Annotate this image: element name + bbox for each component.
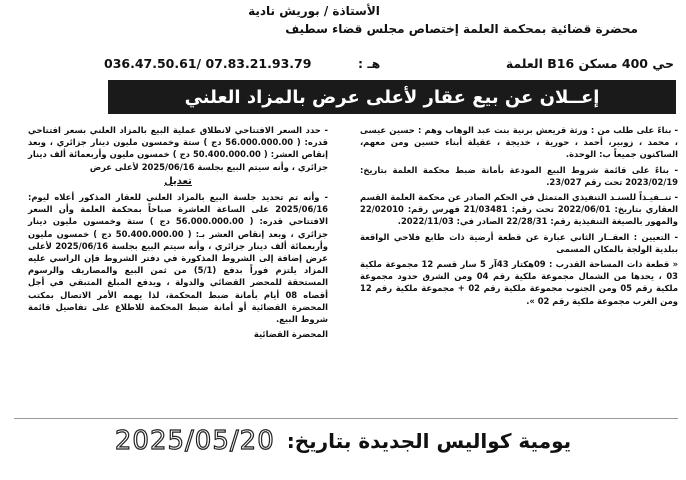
publication-date: 2025/05/20 [114, 426, 275, 456]
paragraph-executory-title: - تنــفيـذاً للسنـد التنفيذي المتمثل في الحكم الصادر عن محكمة العلمة القسم العقاري بتاريخ: 2022/06/01 تحت رقم: 21/03481 فهرس رقم: 22/02010 والمهور بالصيغة التنفيذية رقم: 22/28/31 الصادر في: 2022/11/03. [360, 192, 678, 227]
right-column [360, 124, 678, 310]
paragraph-designation: - التعيين : العقــار الثاني عبارة عن قطعة أرضية ذات طابع فلاحي الواقعة ببلدية الولجة بالمكان المسمى [360, 231, 678, 254]
notice-header [90, 4, 678, 36]
paragraph-conditions: - بناءً على قائمة شروط البيع المودعة بأمانة ضبط محكمة العلمة بتاريخ: 2023/02/19 تحت رقم 23/027. [360, 164, 678, 187]
notice-title: إعــلان عن بيع عقار لأعلى عرض بالمزاد العلني [108, 80, 676, 114]
publication-footer [0, 424, 686, 458]
bailiff-role: محضرة قضائية بمحكمة العلمة إختصاص مجلس قضاء سطيف [285, 22, 638, 36]
paragraph-opening-price: - حدد السعر الافتتاحي لانطلاق عملية البيع بالمزاد العلني بسعر افتتاحي قدره: ( 56.000.000.00 دج ) ستة وخمسون مليون دينار جزائري ، وبعد إنقاص العشر: ( 50.400.000.00 دج ) خمسون مليون وأربعمائة ألف دينار جزائري ، وأنه سيتم البيع بجلسة 2025/06/16 لأعلى عرض [28, 125, 329, 172]
paragraph-parcel: « قطعة ذات المساحة القدرب : 09هكتار 43آر 5 سار قسم 12 مجموعة ملكية 03 ، يحدها من الشمال مجموعة ملكية رقم 04 ومن الشرق حدود مجموعة ملكية رقم 05 ومن الجنوب مجموعة ملكية رقم 02 + مجموعة ملكية رقم 12 ومن الغرب مجموعة ملكية رقم 02 ». [360, 259, 679, 306]
phone-numbers: 036.47.50.61/ 07.83.21.93.79 [104, 56, 312, 71]
amendment-heading: تعديل [164, 175, 192, 187]
paragraph-auction-session: - وأنه تم تحديد جلسة البيع بالمزاد العلني للعقار المذكور أعلاه ليوم: 2025/06/16 على الساعة العاشرة صباحاً بمحكمة العلمة وأن السعر الافتتاحي قدره: ( 56.000.000.00 دج ) ستة وخمسون مليون دينار جزائري ، وبعد إنقاص العشر بـ: ( 50.400.000.00 دج ) خمسون مليون وأربعمائة ألف دينار جزائري ، وأنه سيتم البيع بجلسة 2025/06/16 لأعلى عرض إضافة إلى الشروط المذكورة في دفتر الشروط فإن الراسي عليه المزاد يلتزم فوراً بدفع (5/1) من ثمن البيع والمصاريف والرسوم المستحقة للمحضر القضائي والدولة ، ويدفع المبلغ المتبقي في أجل أقصاه 08 أيام بأمانة ضبط المحكمة، لذا يهمه الأمر الاتصال بمكتب المحضرة القضائية أو أمانة ضبط المحكمة للاطلاع على تفاصيل قائمة شروط البيع. [28, 192, 328, 325]
phone-label: هـ : [358, 56, 381, 71]
bailiff-name: الأستاذة / بوريش نادية [248, 4, 380, 18]
paragraph-requester: - بناءً على طلب من : ورثة قريعش برنية بنت عبد الوهاب وهم : حسين عيسى ، محمد ، زوبير، أحمد ، حورية ، خديجة ، عقيلة أبناء حسين ومن معهم، الساكنون جميعاً ب: الوحدة. [360, 125, 678, 160]
divider [14, 418, 678, 419]
office-address: حي 400 مسكن B16 العلمة [505, 56, 674, 71]
signature: المحضرة القضائية [253, 329, 328, 340]
left-column [28, 124, 328, 340]
newspaper-label: يومية كواليس الجديدة بتاريخ: [286, 429, 572, 453]
